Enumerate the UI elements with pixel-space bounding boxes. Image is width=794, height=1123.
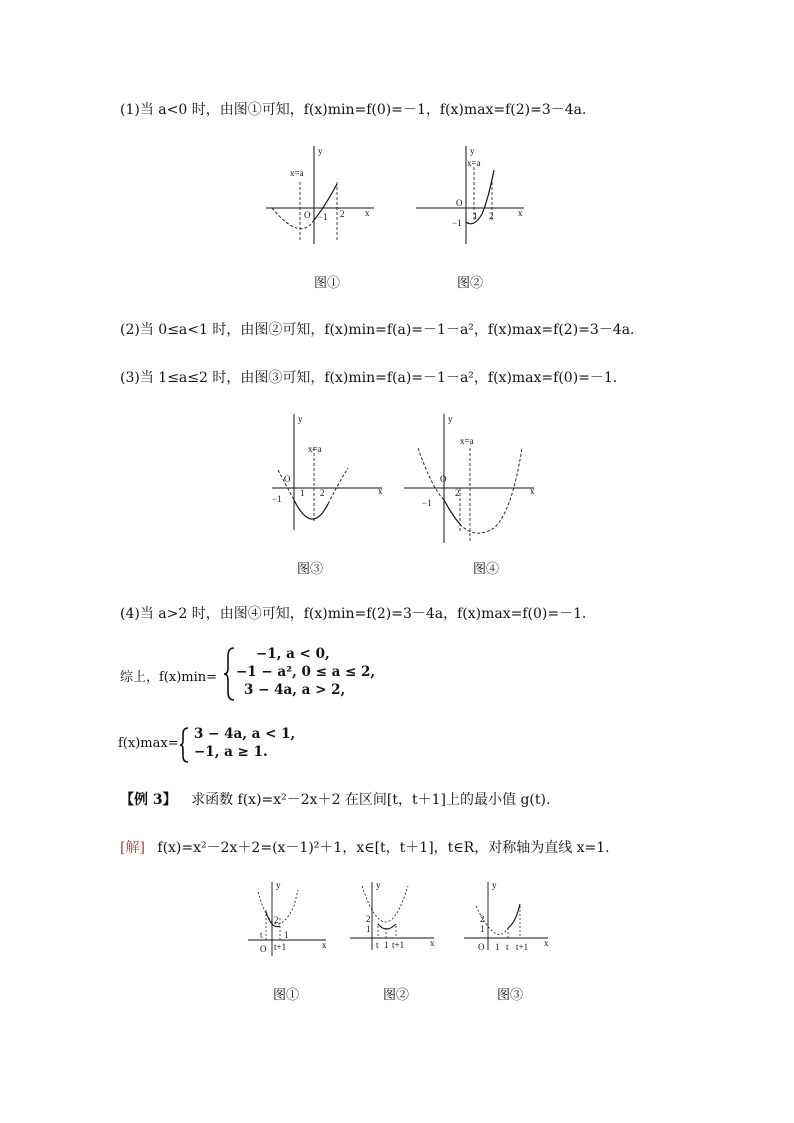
y-axis-label: y [492,880,497,890]
axis-line-label: x=a [290,168,304,178]
one-label-x: 1 [495,942,500,952]
x-axis-label: x [378,486,383,496]
axis-line-label: x=a [467,158,481,168]
figure-1-case-a-negative [262,142,382,252]
two-label: 2 [480,914,485,924]
two-label: 2 [455,488,460,498]
t-label: t [260,930,263,940]
case-1-text: (1)当 a<0 时，由图①可知，f(x)min=f(0)=－1，f(x)max=f(2)=3－4a． [120,102,597,118]
example-3 [120,790,550,810]
t1-label: t+1 [516,942,529,952]
x-axis-label: x [544,938,549,948]
brace-max [178,726,190,764]
figure-4-case-a-gt-two [400,408,540,548]
x-axis-label: x [518,208,523,218]
x-axis-label: x [322,940,327,950]
figure-2-case-a-zero-one [412,142,532,252]
one-label: 1 [300,488,305,498]
axis-line-label: x=a [308,444,322,454]
figure-b3 [462,878,552,958]
t-label: t [376,940,379,950]
figure-3-case-a-one-two [268,408,388,533]
one-label: 1 [284,930,289,940]
neg-one-label: −1 [318,212,328,222]
max-case-2: −1, a ≥ 1. [194,744,268,760]
x-axis-label: x [530,486,535,496]
case-4-text: (4)当 a>2 时，由图④可知，f(x)min=f(2)=3－4a，f(x)max=f(0)=－1． [120,606,597,622]
two-label: 2 [489,211,494,221]
caption-fig-3: 图③ [296,562,323,577]
max-case-1: 3 − 4a, a < 1, [194,726,296,742]
y-axis-label: y [376,880,381,890]
example-tag: 【例 3】 [120,792,177,808]
one-label: 1 [473,211,478,221]
two-label: 2 [340,209,345,219]
axis-line-label: x=a [460,436,474,446]
two-label: 2 [366,914,371,924]
caption-b1: 图① [272,988,299,1003]
min-case-1: −1, a < 0, [256,646,330,662]
figure-b2 [348,878,438,958]
one-label-x: 1 [384,940,389,950]
y-axis-label: y [298,414,303,424]
origin-label: O [284,474,291,484]
y-axis-label: y [448,414,453,424]
y-axis-label: y [276,880,281,890]
neg-one-label: −1 [452,218,462,228]
min-case-2: −1 − a², 0 ≤ a ≤ 2, [236,664,376,680]
origin-label: O [478,942,485,952]
t-label: t [506,942,509,952]
origin-label: O [456,198,463,208]
summary-max-prefix: f(x)max= [118,736,179,751]
caption-fig-4: 图④ [472,562,499,577]
solution-text: f(x)=x²－2x＋2=(x－1)²＋1，x∈[t，t＋1]，t∈R，对称轴为直线 x=1. [157,840,610,856]
t1-label: t+1 [274,942,287,952]
neg-one-label: −1 [422,498,432,508]
min-case-3: 3 − 4a, a > 2, [244,682,346,698]
solution [120,838,610,858]
caption-b2: 图② [382,988,409,1003]
y-axis-label: y [318,146,323,156]
summary-min-prefix: 综上，f(x)min= [120,670,218,685]
two-label: 2 [320,488,325,498]
origin-label: O [440,474,447,484]
caption-b3: 图③ [496,988,523,1003]
figure-b1 [244,878,329,958]
two-label: 2 [274,915,279,925]
t1-label: t+1 [392,940,405,950]
case-3-text: (3)当 1≤a≤2 时，由图③可知，f(x)min=f(a)=－1－a²，f(x)max=f(0)=－1． [120,370,627,386]
solution-tag: [解] [120,840,145,856]
example-text: 求函数 f(x)=x²－2x＋2 在区间[t，t＋1]上的最小值 g(t). [191,792,551,808]
one-label: 1 [480,924,485,934]
case-2-text: (2)当 0≤a<1 时，由图②可知，f(x)min=f(a)=－1－a²，f(x)max=f(2)=3－4a． [120,322,645,338]
origin-label: O [260,944,267,954]
origin-label: O [304,210,311,220]
caption-fig-1: 图① [313,276,340,291]
caption-fig-2: 图② [456,276,483,291]
x-axis-label: x [365,208,370,218]
y-axis-label: y [470,146,475,156]
brace-min [222,646,236,702]
one-label: 1 [366,924,371,934]
neg-one-label: −1 [272,494,282,504]
x-axis-label: x [430,938,435,948]
